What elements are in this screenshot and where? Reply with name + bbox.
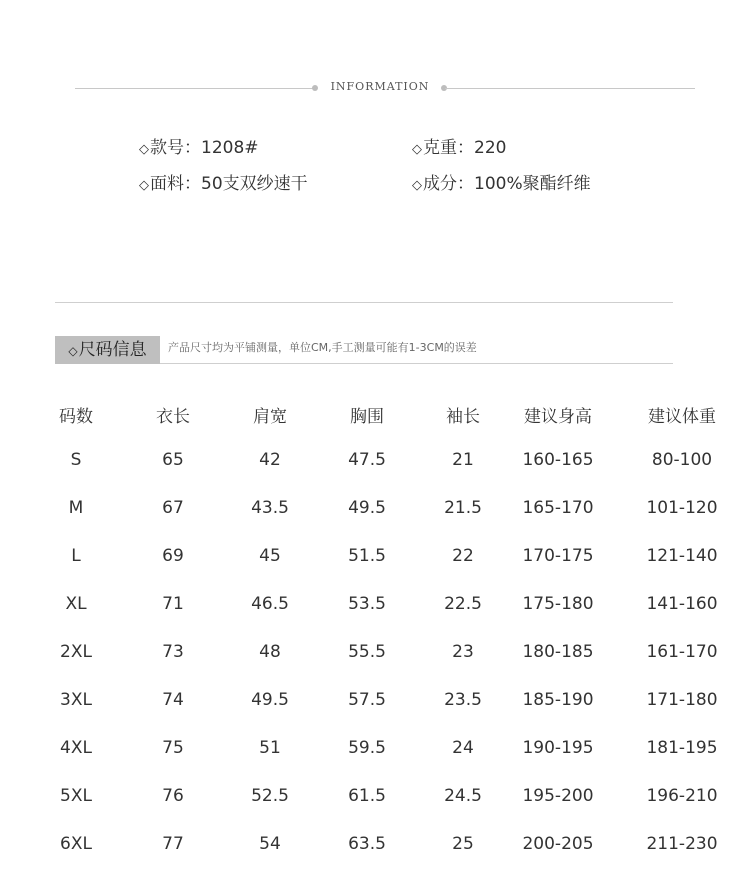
cell-size: 2XL [60,642,92,662]
information-title: INFORMATION [330,80,430,93]
size-table [0,390,750,880]
cell-shoulder: 46.5 [251,594,289,614]
cell-length: 73 [162,642,184,662]
section-divider [55,302,673,303]
cell-chest: 47.5 [348,450,386,470]
cell-length: 77 [162,834,184,854]
cell-weight: 80-100 [651,450,713,470]
dot-icon [312,85,318,91]
cell-height: 200-205 [522,834,594,854]
diamond-icon: ◇ [139,178,149,193]
cell-length: 69 [162,546,184,566]
cell-size: S [70,450,82,470]
cell-height: 160-165 [522,450,594,470]
spec-fabric [139,169,308,194]
cell-length: 76 [162,786,184,806]
spec-value: 220 [474,138,507,158]
cell-weight: 171-180 [646,690,718,710]
cell-height: 170-175 [522,546,594,566]
cell-weight: 211-230 [646,834,718,854]
spec-label: 克重： [423,138,474,158]
cell-shoulder: 52.5 [251,786,289,806]
cell-sleeve: 21 [452,450,474,470]
cell-length: 67 [162,498,184,518]
cell-length: 71 [162,594,184,614]
cell-sleeve: 23.5 [444,690,482,710]
cell-sleeve: 22.5 [444,594,482,614]
cell-length: 65 [162,450,184,470]
cell-size: 5XL [60,786,92,806]
cell-size: L [71,546,81,566]
header-height: 建议身高 [524,407,592,427]
cell-height: 195-200 [522,786,594,806]
spec-label: 面料： [150,174,201,194]
cell-sleeve: 22 [452,546,474,566]
cell-height: 165-170 [522,498,594,518]
size-info-title-text: 尺码信息 [78,340,147,360]
cell-height: 190-195 [522,738,594,758]
spec-style-number [139,133,259,158]
size-divider [160,363,673,364]
spec-value: 100%聚酯纤维 [474,174,591,194]
cell-chest: 53.5 [348,594,386,614]
spec-label: 成分： [423,174,474,194]
cell-size: 4XL [60,738,92,758]
header-shoulder: 肩宽 [253,407,287,427]
cell-shoulder: 42 [259,450,281,470]
diamond-icon: ◇ [139,142,149,157]
cell-size: XL [65,594,87,614]
cell-weight: 101-120 [646,498,718,518]
cell-shoulder: 48 [259,642,281,662]
information-header [75,78,695,98]
header-size: 码数 [59,407,93,427]
divider-line [445,88,695,89]
spec-composition [412,169,591,194]
header-weight: 建议体重 [648,407,716,427]
cell-height: 175-180 [522,594,594,614]
cell-size: M [68,498,84,518]
cell-chest: 51.5 [348,546,386,566]
cell-shoulder: 45 [259,546,281,566]
cell-chest: 55.5 [348,642,386,662]
cell-chest: 57.5 [348,690,386,710]
cell-shoulder: 51 [259,738,281,758]
cell-shoulder: 54 [259,834,281,854]
cell-length: 74 [162,690,184,710]
cell-sleeve: 24.5 [444,786,482,806]
size-note: 产品尺寸均为平铺测量，单位CM,手工测量可能有1-3CM的误差 [168,341,477,354]
diamond-icon: ◇ [68,344,78,358]
cell-size: 3XL [60,690,92,710]
header-chest: 胸围 [350,407,384,427]
cell-height: 185-190 [522,690,594,710]
cell-shoulder: 43.5 [251,498,289,518]
cell-weight: 141-160 [646,594,718,614]
cell-chest: 49.5 [348,498,386,518]
cell-size: 6XL [60,834,92,854]
spec-weight [412,133,506,158]
cell-length: 75 [162,738,184,758]
cell-chest: 63.5 [348,834,386,854]
size-info-title [55,336,160,364]
cell-weight: 196-210 [646,786,718,806]
cell-sleeve: 25 [452,834,474,854]
divider-line [75,88,315,89]
cell-sleeve: 24 [452,738,474,758]
cell-chest: 61.5 [348,786,386,806]
cell-sleeve: 23 [452,642,474,662]
cell-sleeve: 21.5 [444,498,482,518]
header-sleeve: 袖长 [446,407,480,427]
diamond-icon: ◇ [412,178,422,193]
spec-label: 款号： [150,138,201,158]
cell-weight: 161-170 [646,642,718,662]
spec-value: 50支双纱速干 [201,174,308,194]
cell-weight: 121-140 [646,546,718,566]
header-length: 衣长 [156,407,190,427]
spec-value: 1208# [201,138,259,158]
cell-chest: 59.5 [348,738,386,758]
cell-shoulder: 49.5 [251,690,289,710]
cell-height: 180-185 [522,642,594,662]
cell-weight: 181-195 [646,738,718,758]
diamond-icon: ◇ [412,142,422,157]
